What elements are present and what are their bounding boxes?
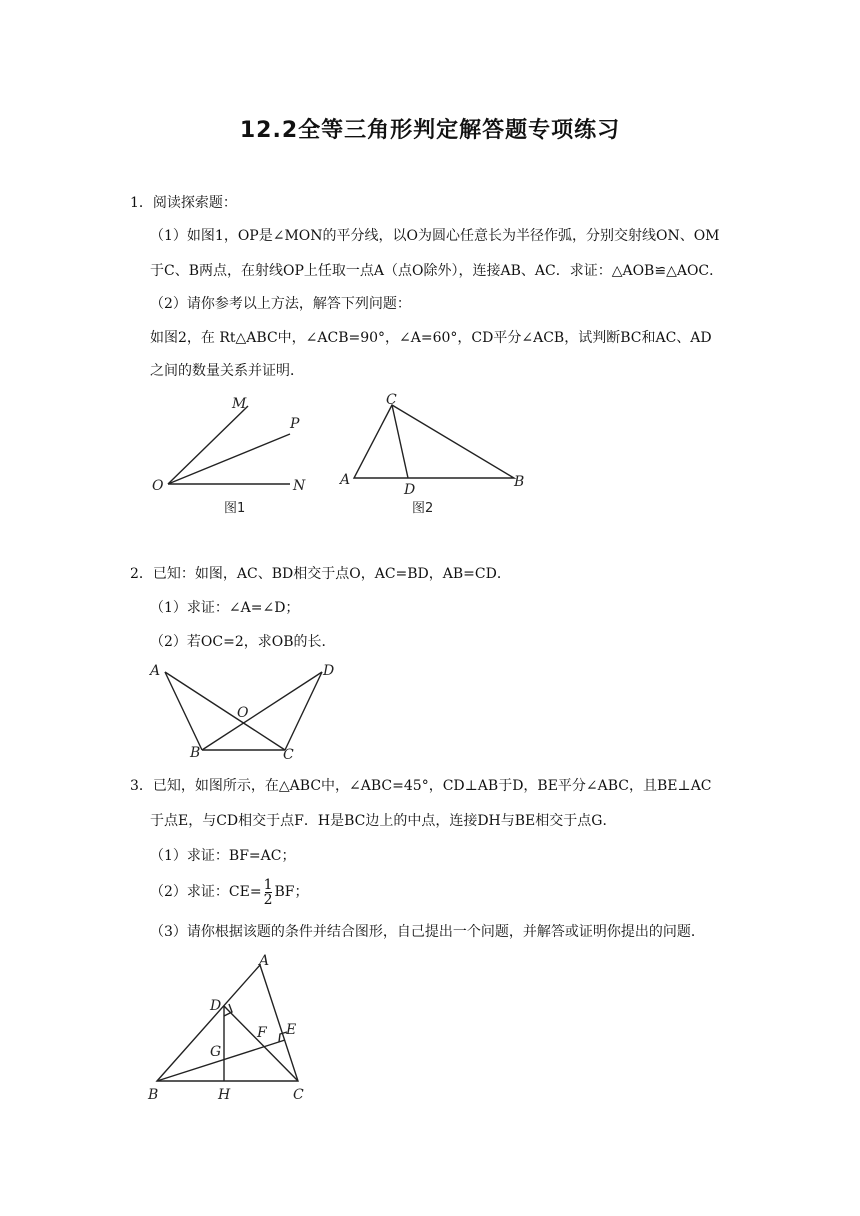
fraction-denominator: 2 [263, 891, 273, 908]
q3-sub2 [150, 875, 309, 909]
q2-sub2: （2）若OC=2，求OB的长． [150, 634, 336, 650]
figure-2 [330, 388, 530, 518]
q3-label-A: A [259, 953, 270, 969]
fig1-label-N: N [293, 478, 306, 494]
one-half-fraction [264, 878, 273, 907]
figure-1 [140, 388, 320, 518]
figure-q3 [140, 948, 340, 1108]
q3-sub2-suffix: BF； [274, 884, 309, 900]
q3-label-F: F [257, 1025, 267, 1041]
q2-sub1: （1）求证：∠A=∠D； [150, 600, 300, 616]
fraction-numerator: 1 [263, 876, 273, 893]
fig2-caption: 图2 [412, 501, 434, 516]
q1-part2: （2）请你参考以上方法，解答下列问题： [150, 296, 411, 312]
fig1-label-M: M [232, 396, 247, 412]
fig1-caption: 图1 [224, 501, 246, 516]
q2-stem: 2．已知：如图，AC、BD相交于点O，AC=BD，AB=CD． [130, 566, 511, 582]
q3-label-E: E [286, 1022, 297, 1038]
q3-label-D: D [210, 998, 222, 1014]
fig2-label-B: B [514, 474, 525, 490]
fig2-label-D: D [404, 482, 416, 498]
q3-label-B: B [148, 1087, 159, 1103]
q3-label-C: C [293, 1087, 304, 1103]
q1-part2-line2: 之间的数量关系并证明． [150, 363, 304, 379]
fig2-label-A: A [340, 472, 351, 488]
q3-sub2-prefix: （2）求证：CE= [150, 884, 262, 900]
q3-label-H: H [218, 1087, 231, 1103]
q2-label-C: C [283, 747, 294, 763]
q2-label-B: B [190, 745, 201, 761]
q1-stem: 1．阅读探索题： [130, 195, 237, 211]
q1-part1-line1: （1）如图1，OP是∠MON的平分线，以O为圆心任意长为半径作弧，分别交射线ON、OM [150, 228, 720, 244]
q2-label-A: A [150, 663, 161, 679]
q3-stem-line2: 于点E，与CD相交于点F．H是BC边上的中点，连接DH与BE相交于点G． [150, 813, 617, 829]
fig2-label-C: C [386, 392, 397, 408]
q3-stem-line1: 3．已知，如图所示，在△ABC中，∠ABC=45°，CD⊥AB于D，BE平分∠ABC，且BE⊥AC [130, 778, 712, 794]
q2-label-D: D [323, 663, 335, 679]
page-title: 12.2全等三角形判定解答题专项练习 [239, 118, 621, 143]
q3-label-G: G [210, 1044, 222, 1060]
q3-sub1: （1）求证：BF=AC； [150, 848, 296, 864]
fig1-label-O: O [152, 478, 164, 494]
q1-part2-line1: 如图2，在 Rt△ABC中，∠ACB=90°，∠A=60°，CD平分∠ACB，试判断BC和AC、AD [150, 330, 712, 346]
q1-part1-line2: 于C、B两点，在射线OP上任取一点A（点O除外），连接AB、AC．求证：△AOB≌△AOC． [150, 263, 724, 279]
q2-label-O: O [237, 705, 249, 721]
figure-q2 [140, 655, 350, 765]
q3-sub3: （3）请你根据该题的条件并结合图形，自己提出一个问题，并解答或证明你提出的问题． [150, 924, 705, 940]
fig1-label-P: P [290, 416, 300, 432]
